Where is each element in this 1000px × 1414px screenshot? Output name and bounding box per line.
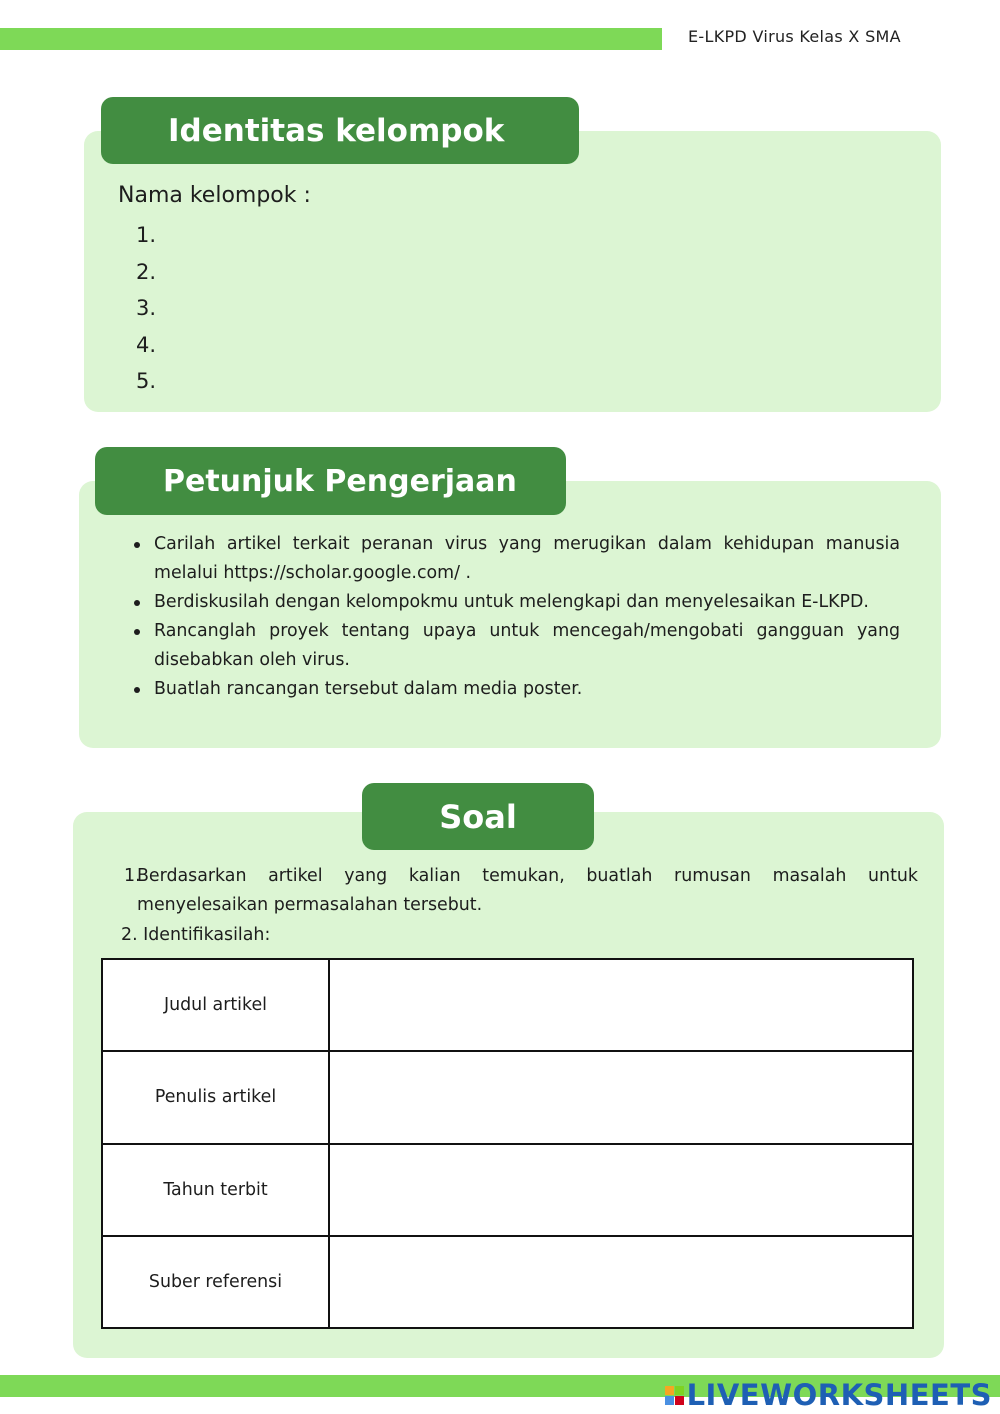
instruction-item: Buatlah rancangan tersebut dalam media poster. — [154, 675, 900, 704]
instruction-list — [132, 530, 900, 704]
question-2: 2. Identifikasilah: — [121, 925, 271, 945]
row-label-judul: Judul artikel — [102, 959, 329, 1051]
member-number: 5. — [136, 369, 157, 393]
instruction-item: Berdiskusilah dengan kelompokmu untuk melengkapi dan menyelesaikan E-LKPD. — [154, 588, 900, 617]
row-label-penulis: Penulis artikel — [102, 1051, 329, 1143]
petunjuk-heading: Petunjuk Pengerjaan — [95, 447, 566, 515]
question-1 — [124, 862, 918, 920]
row-label-tahun: Tahun terbit — [102, 1144, 329, 1236]
member-number: 2. — [136, 259, 157, 284]
watermark-text: LIVEWORKSHEETS — [686, 1378, 992, 1412]
member-number: 4. — [136, 332, 157, 357]
answer-cell-penulis[interactable] — [329, 1051, 913, 1143]
soal-heading: Soal — [362, 783, 594, 850]
identification-table — [101, 958, 914, 1329]
row-label-referensi: Suber referensi — [102, 1236, 329, 1328]
question-1-text: Berdasarkan artikel yang kalian temukan, buatlah rumusan masalah untuk menyelesaikan permasalahan tersebut. — [137, 866, 918, 915]
liveworksheets-logo-icon — [665, 1386, 684, 1405]
member-number: 3. — [136, 296, 157, 320]
member-number-list — [136, 222, 156, 405]
answer-cell-referensi[interactable] — [329, 1236, 913, 1328]
liveworksheets-watermark — [665, 1378, 992, 1412]
answer-cell-tahun[interactable] — [329, 1144, 913, 1236]
table-row — [102, 1144, 913, 1236]
document-title: E-LKPD Virus Kelas X SMA — [688, 27, 901, 46]
nama-kelompok-label: Nama kelompok : — [118, 183, 311, 208]
instruction-item: Carilah artikel terkait peranan virus yang merugikan dalam kehidupan manusia melalui https://scholar.google.com/ . — [154, 530, 900, 588]
top-accent-bar — [0, 28, 662, 50]
table-row — [102, 1051, 913, 1143]
question-1-number: 1. — [124, 866, 141, 886]
table-row — [102, 1236, 913, 1328]
identitas-heading: Identitas kelompok — [101, 97, 579, 164]
answer-cell-judul[interactable] — [329, 959, 913, 1051]
member-number: 1. — [136, 223, 157, 247]
identitas-panel — [84, 131, 941, 412]
table-row — [102, 959, 913, 1051]
instruction-item: Rancanglah proyek tentang upaya untuk mencegah/mengobati gangguan yang disebabkan oleh virus. — [154, 617, 900, 675]
